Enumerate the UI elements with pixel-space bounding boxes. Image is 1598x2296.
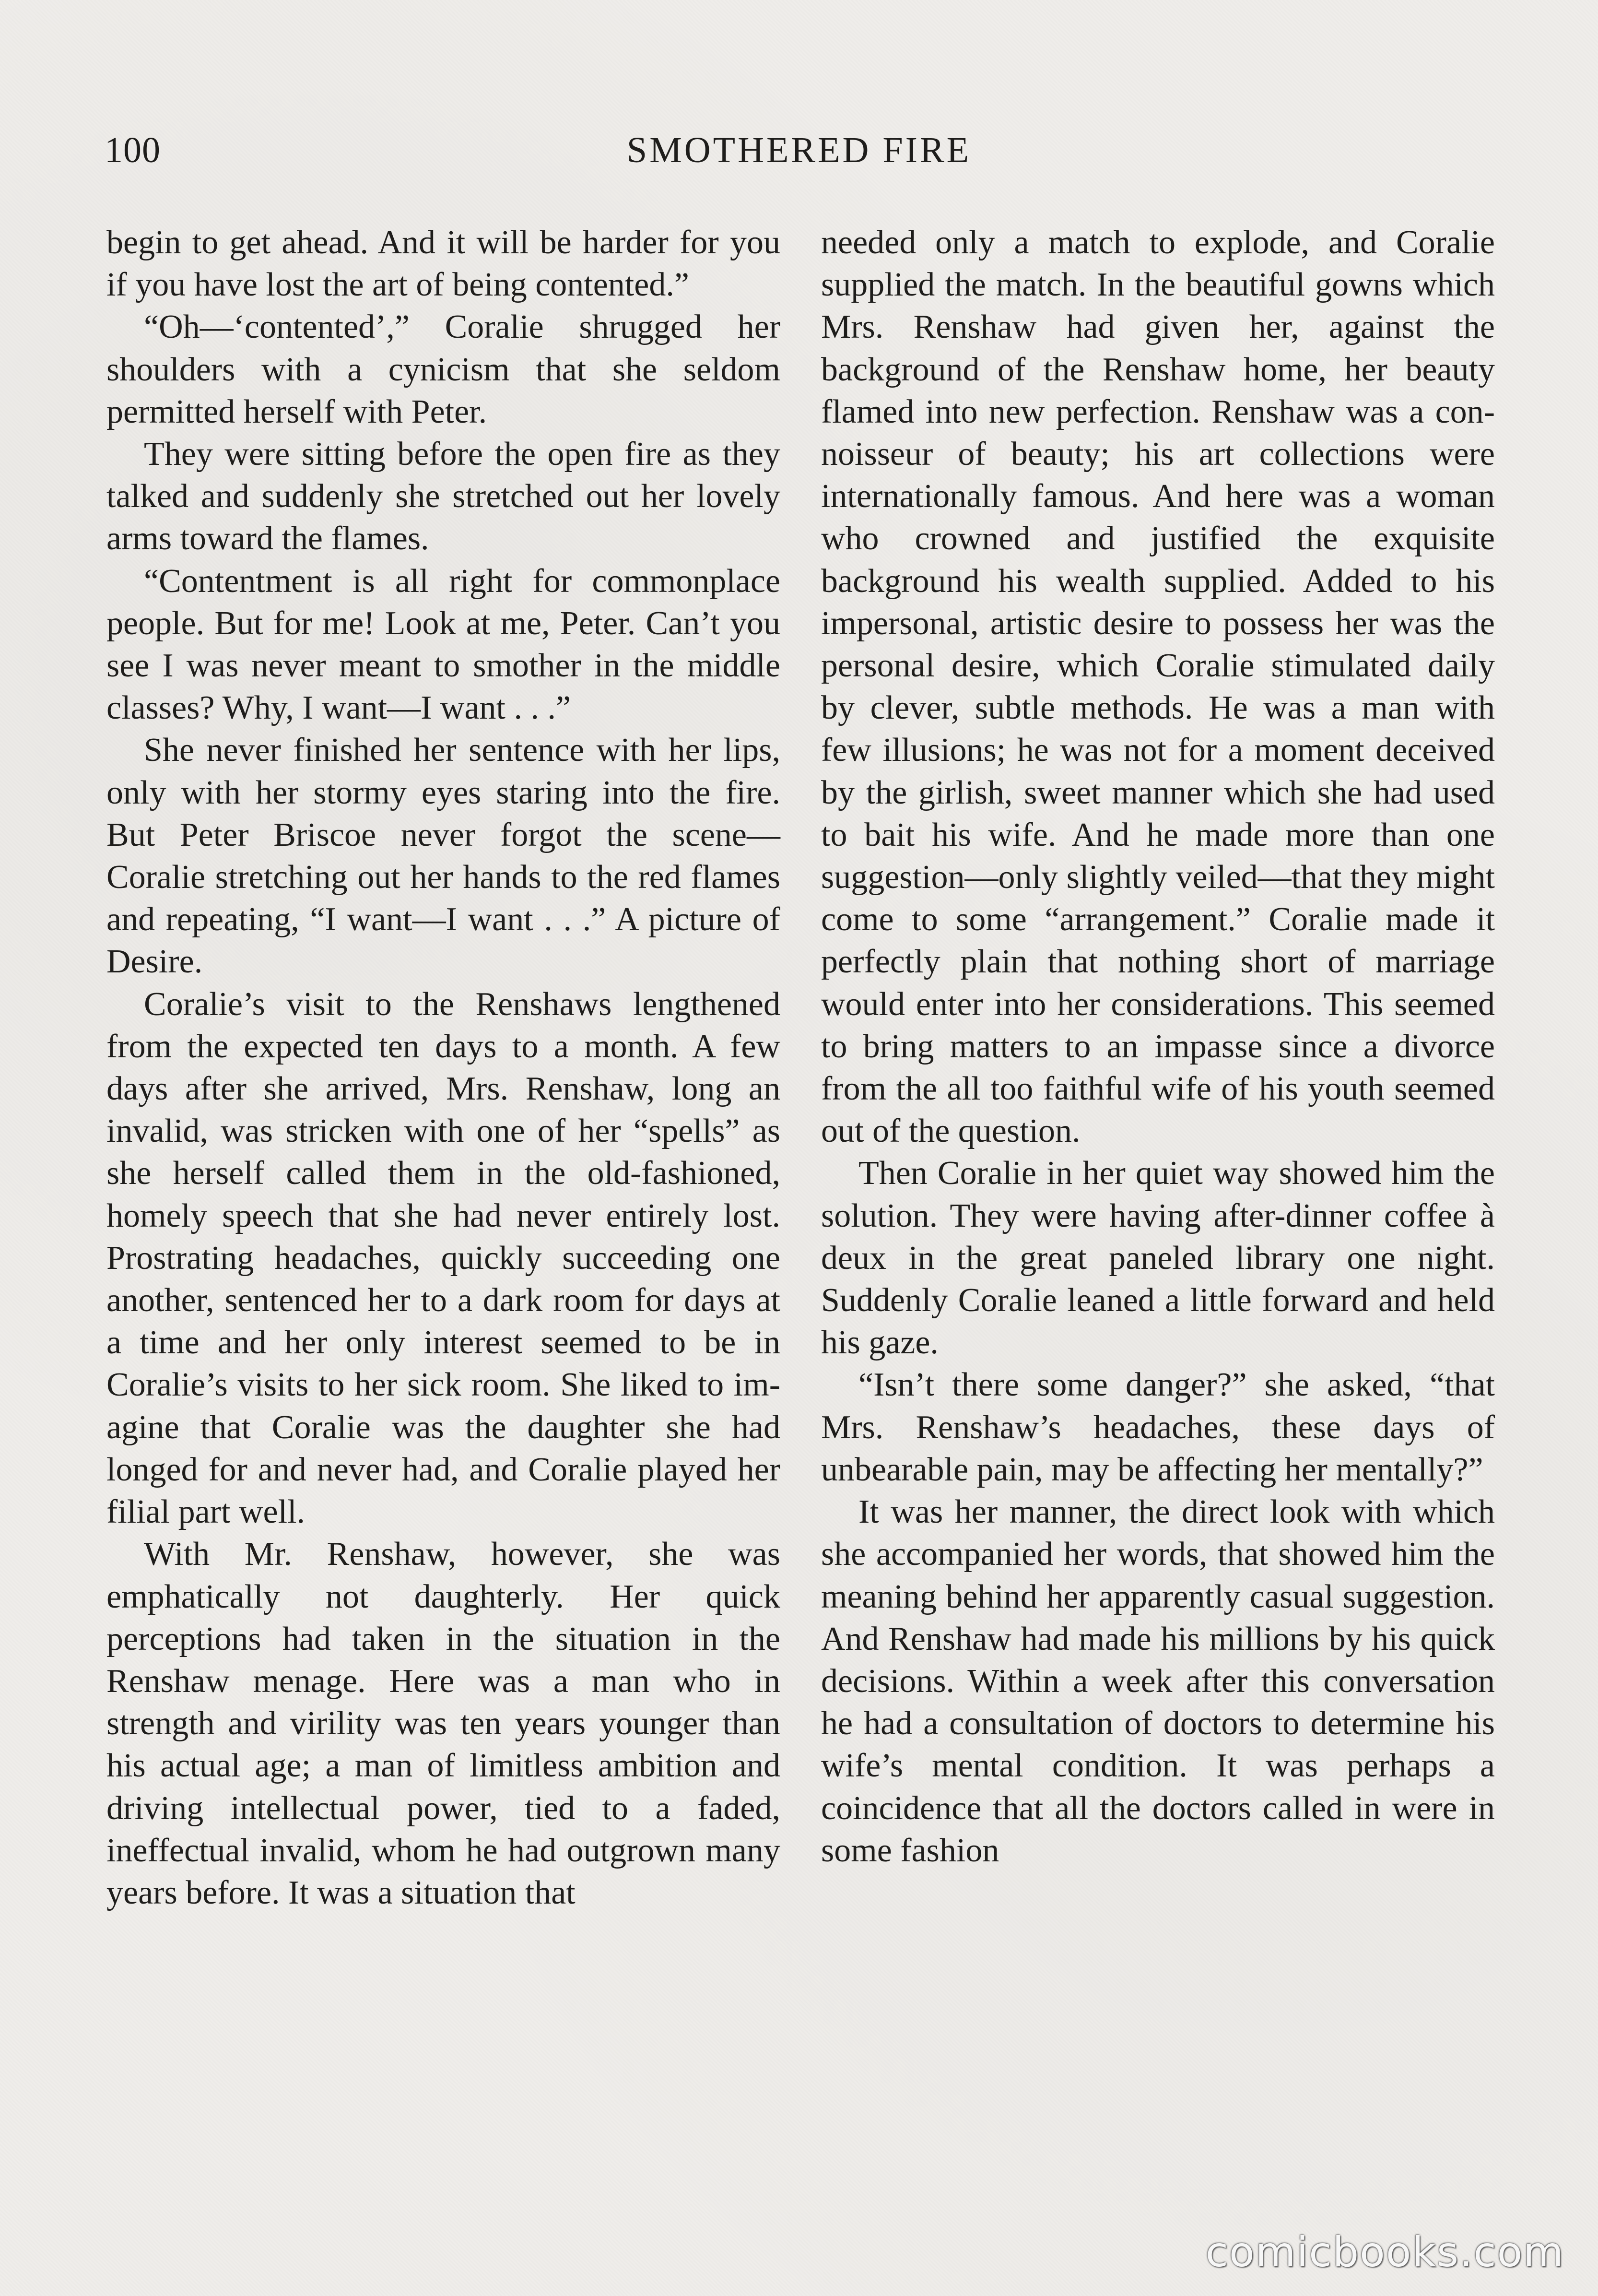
paragraph: begin to get ahead. And it will be harder for you if you have lost the art of being contented.” [106, 224, 780, 304]
paragraph: Coralie’s visit to the Renshaws lengthened from the expected ten days to a month. A few days after she arrived, Mrs. Renshaw, long an invalid, was stricken with one of her “spells” as she herself called them in the old-fashioned, homely speech that she had never entirely lost. Prostrating headaches, quickly succeeding one another, sentenced her to a dark room for days at a time and her only interest seemed to be in Coralie’s visits to her sick room. She liked to imagine that Coralie was the daughter she had longed for and never had, and Coralie played her filial part well. [106, 985, 780, 1531]
paragraph: It was her manner, the direct look with which she accompanied her words, that showed him the meaning behind her apparently casual suggestion. And Renshaw had made his millions by his quick decisions. Within a week after this conversation he had a consultation of doctors to determine his wife’s mental condition. It was perhaps a coincidence that all the doctors called in were in some fashion [821, 1493, 1495, 1869]
paragraph: Then Coralie in her quiet way showed him the solution. They were having after-dinner coffee à deux in the great paneled library one night. Suddenly Coralie leaned a little forward and held his gaze. [821, 1155, 1495, 1361]
page-number: 100 [105, 130, 161, 170]
running-title: SMOTHERED FIRE [626, 130, 972, 170]
site-watermark: comicbooks.com [1205, 2228, 1564, 2276]
paragraph: “Oh—‘contented’,” Coralie shrugged her shoulders with a cynicism that she seldom permitted herself with Peter. [106, 308, 780, 430]
paragraph: They were sitting before the open fire as they talked and suddenly she stretched out her lovely arms toward the flames. [106, 436, 780, 557]
paragraph: “Contentment is all right for commonplace people. But for me! Look at me, Peter. Can’t you see I was never meant to smother in the middle classes? Why, I want—I want . . .” [106, 562, 780, 727]
paragraph: needed only a match to explode, and Coralie supplied the match. In the beautiful gowns which Mrs. Renshaw had given her, against the background of the Renshaw home, her beauty flamed into new perfection. Renshaw was a connoisseur of beauty; his art collections were internationally famous. And here was a woman who crowned and justified the exquisite background his wealth supplied. Added to his impersonal, artistic desire to possess her was the personal desire, which Coralie stimulated daily by clever, subtle methods. He was a man with few illusions; he was not for a moment deceived by the girlish, sweet manner which she had used to bait his wife. And he made more than one suggestion—only slightly veiled—that they might come to some “arrangement.” Coralie made it perfectly plain that nothing short of marriage would enter into her considerations. This seemed to bring matters to an impasse since a divorce from the all too faithful wife of his youth seemed out of the question. [821, 224, 1495, 1150]
paragraph: “Isn’t there some danger?” she asked, “that Mrs. Renshaw’s headaches, these days of unbearable pain, may be affecting her mentally?” [821, 1366, 1495, 1488]
paragraph: With Mr. Renshaw, however, she was emphatically not daughterly. Her quick perceptions had taken in the situation in the Renshaw menage. Here was a man who in strength and virility was ten years younger than his actual age; a man of limitless ambition and driving intellectual power, tied to a faded, ineffectual invalid, whom he had outgrown many years before. It was a situation that [106, 1536, 780, 1911]
text-column-left [106, 222, 780, 1914]
paragraph: She never finished her sentence with her lips, only with her stormy eyes staring into the fire. But Peter Briscoe never forgot the scene—Coralie stretching out her hands to the red flames and repeating, “I want—I want . . .” A picture of Desire. [106, 732, 780, 981]
text-column-right [821, 222, 1495, 1872]
